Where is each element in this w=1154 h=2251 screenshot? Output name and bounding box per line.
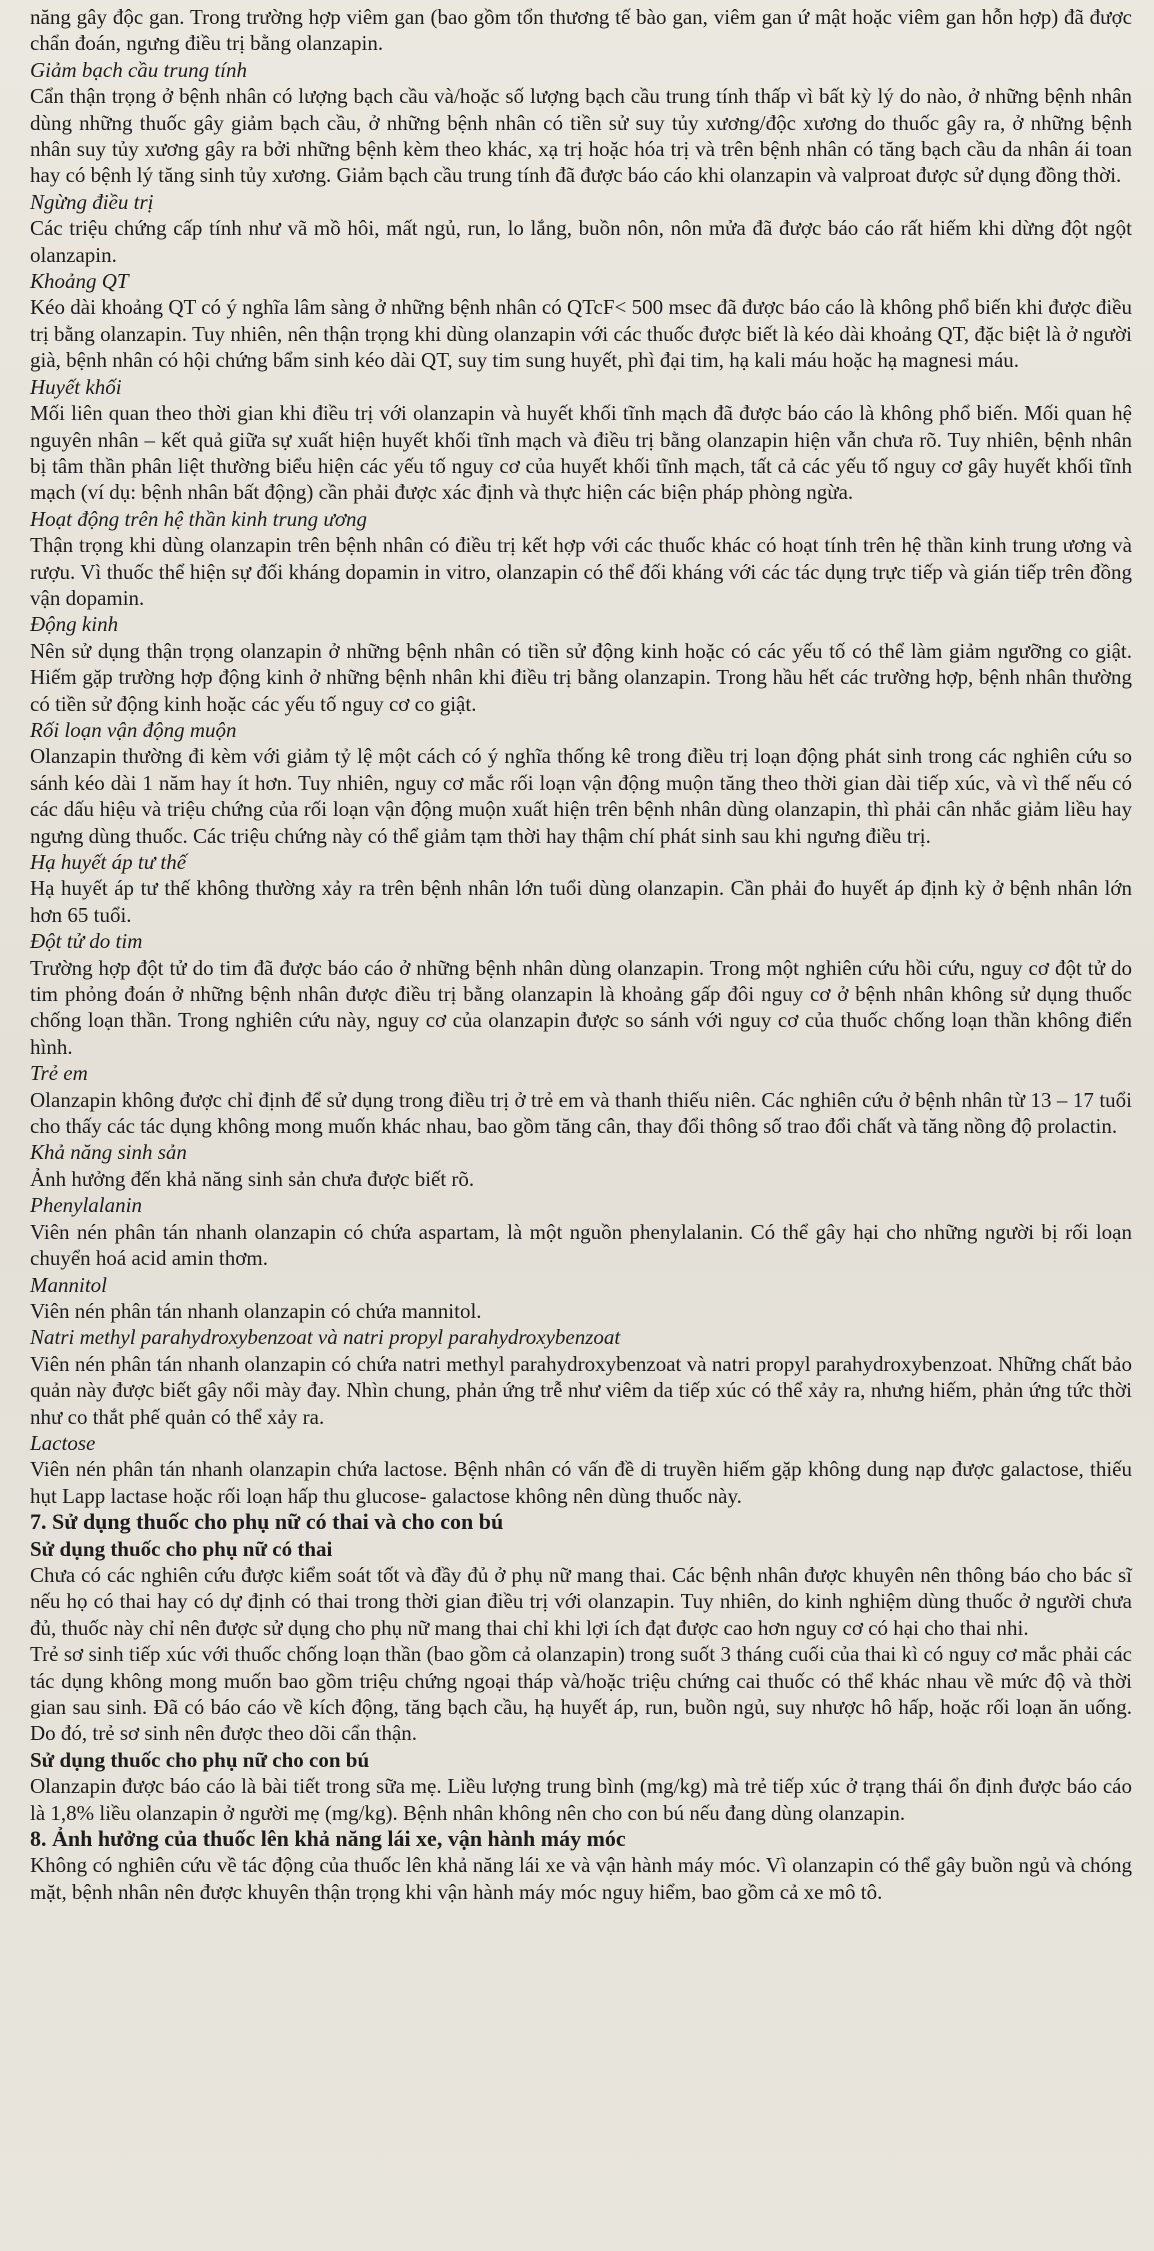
paragraph: Viên nén phân tán nhanh olanzapin có chứa natri methyl parahydroxybenzoat và natri propyl parahydroxybenzoat. Những chất bảo quản này được biết gây nổi mày đay. Nhìn chung, phản ứng trễ như viêm da tiếp xúc có thể xảy ra, nhưng hiếm, phản ứng tức thời như co thắt phế quản có thể xảy ra. [30, 1351, 1132, 1429]
numbered-heading: 7. Sử dụng thuốc cho phụ nữ có thai và cho con bú [30, 1509, 504, 1535]
paragraph: Trẻ sơ sinh tiếp xúc với thuốc chống loạn thần (bao gồm cả olanzapin) trong suốt 3 tháng cuối của thai kì có nguy cơ mắc phải các tác dụng không mong muốn bao gồm triệu chứng ngoại tháp và/hoặc triệu chứng cai thuốc có thể khác nhau về mức độ và thời gian sau sinh. Đã có báo cáo về kích động, tăng bạch cầu, hạ huyết áp, run, buồn ngủ, suy nhược hô hấp, hoặc rối loạn ăn uống. Do đó, trẻ sơ sinh nên được theo dõi cẩn thận. [30, 1642, 1132, 1746]
paragraph: Không có nghiên cứu về tác động của thuốc lên khả năng lái xe và vận hành máy móc. Vì olanzapin có thể gây buồn ngủ và chóng mặt, bệnh nhân nên được khuyên thận trọng khi vận hành máy móc nguy hiểm, bao gồm cả xe mô tô. [30, 1853, 1132, 1904]
paragraph: năng gây độc gan. Trong trường hợp viêm gan (bao gồm tổn thương tế bào gan, viêm gan ứ mật hoặc viêm gan hỗn hợp) đã được chẩn đoán, ngưng điều trị bằng olanzapin. [30, 5, 1132, 56]
paragraph: Olanzapin được báo cáo là bài tiết trong sữa mẹ. Liều lượng trung bình (mg/kg) mà trẻ tiếp xúc ở trạng thái ổn định được báo cáo là 1,8% liều olanzapin ở người mẹ (mg/kg). Bệnh nhân không nên cho con bú nếu đang dùng olanzapin. [30, 1774, 1132, 1825]
section-heading: Ngừng điều trị [30, 189, 154, 214]
section-heading: Khả năng sinh sản [30, 1140, 187, 1165]
numbered-heading: 8. Ảnh hưởng của thuốc lên khả năng lái xe, vận hành máy móc [30, 1826, 626, 1852]
section-heading: Phenylalanin [30, 1193, 142, 1218]
section-heading: Đột tử do tim [30, 929, 143, 954]
paragraph: Thận trọng khi dùng olanzapin trên bệnh nhân có điều trị kết hợp với các thuốc khác có hoạt tính trên hệ thần kinh trung ương và rượu. Vì thuốc thể hiện sự đối kháng dopamin in vitro, olanzapin có thể đối kháng với các tác dụng trực tiếp và gián tiếp trên đồng vận dopamin. [30, 533, 1132, 610]
paragraph: Hạ huyết áp tư thế không thường xảy ra trên bệnh nhân lớn tuổi dùng olanzapin. Cần phải đo huyết áp định kỳ ở bệnh nhân lớn hơn 65 tuổi. [30, 876, 1132, 927]
section-heading: Natri methyl parahydroxybenzoat và natri propyl parahydroxybenzoat [30, 1325, 621, 1350]
paragraph: Viên nén phân tán nhanh olanzapin có chứa mannitol. [30, 1298, 482, 1323]
section-heading: Rối loạn vận động muộn [30, 717, 237, 742]
paragraph: Chưa có các nghiên cứu được kiểm soát tốt và đầy đủ ở phụ nữ mang thai. Các bệnh nhân được khuyên nên thông báo cho bác sĩ nếu họ có thai hay có dự định có thai trong thời gian điều trị với olanzapin. Tuy nhiên, do kinh nghiệm dùng thuốc ở người chưa đủ, thuốc này chỉ nên được sử dụng cho phụ nữ mang thai chỉ khi lợi ích đạt được cao hơn nguy cơ có hại cho thai nhi. [30, 1562, 1132, 1640]
section-heading: Trẻ em [30, 1061, 88, 1086]
paragraph: Kéo dài khoảng QT có ý nghĩa lâm sàng ở những bệnh nhân có QTcF< 500 msec đã được báo cáo là không phổ biến khi được điều trị bằng olanzapin. Tuy nhiên, nên thận trọng khi dùng olanzapin với các thuốc được biết là kéo dài khoảng QT, đặc biệt là ở người già, bệnh nhân có hội chứng bẩm sinh kéo dài QT, suy tim sung huyết, phì đại tim, hạ kali máu hoặc hạ magnesi máu. [30, 295, 1132, 373]
section-heading: Động kinh [30, 612, 119, 637]
paragraph: Olanzapin không được chỉ định để sử dụng trong điều trị ở trẻ em và thanh thiếu niên. Các nghiên cứu ở bệnh nhân từ 13 – 17 tuổi cho thấy các tác dụng không mong muốn khác nhau, bao gồm tăng cân, thay đổi thông số trao đổi chất và tăng nồng độ prolactin. [30, 1087, 1132, 1139]
section-heading: Giảm bạch cầu trung tính [30, 57, 247, 82]
paragraph: Mối liên quan theo thời gian khi điều trị với olanzapin và huyết khối tĩnh mạch đã được báo cáo là không phổ biến. Mối quan hệ nguyên nhân – kết quả giữa sự xuất hiện huyết khối tĩnh mạch và điều trị bằng olanzapin hiện vẫn chưa rõ. Tuy nhiên, bệnh nhân bị tâm thần phân liệt thường biểu hiện các yếu tố nguy cơ của huyết khối tĩnh mạch, tất cả các yếu tố nguy cơ gây huyết khối tĩnh mạch (ví dụ: bệnh nhân bất động) cần phải được xác định và thực hiện các biện pháp phòng ngừa. [30, 401, 1132, 505]
subsection-heading: Sử dụng thuốc cho phụ nữ có thai [30, 1536, 333, 1561]
paragraph: Trường hợp đột tử do tim đã được báo cáo ở những bệnh nhân dùng olanzapin. Trong một nghiên cứu hồi cứu, nguy cơ đột tử do tim phỏng đoán ở những bệnh nhân được điều trị bằng olanzapin là khoảng gấp đôi nguy cơ ở bệnh nhân không sử dụng thuốc chống loạn thần. Trong nghiên cứu này, nguy cơ của olanzapin được so sánh với nguy cơ của thuốc chống loạn thần không điển hình. [30, 955, 1132, 1059]
paragraph: Viên nén phân tán nhanh olanzapin có chứa aspartam, là một nguồn phenylalanin. Có thể gây hại cho những người bị rối loạn chuyển hoá acid amin thơm. [30, 1219, 1132, 1271]
section-heading: Mannitol [30, 1272, 107, 1297]
section-heading: Hạ huyết áp tư thế [30, 850, 187, 874]
paragraph: Viên nén phân tán nhanh olanzapin chứa lactose. Bệnh nhân có vấn đề di truyền hiếm gặp không dung nạp được galactose, thiếu hụt Lapp lactase hoặc rối loạn hấp thu glucose- galactose không nên dùng thuốc này. [30, 1457, 1132, 1508]
subsection-heading: Sử dụng thuốc cho phụ nữ cho con bú [30, 1747, 370, 1772]
paragraph: Olanzapin thường đi kèm với giảm tỷ lệ một cách có ý nghĩa thống kê trong điều trị loạn động phát sinh trong các nghiên cứu so sánh kéo dài 1 năm hay ít hơn. Tuy nhiên, nguy cơ mắc rối loạn vận động muộn tăng theo thời gian dài tiếp xúc, và vì thế nếu có các dấu hiệu và triệu chứng của rối loạn vận động muộn xuất hiện trên bệnh nhân dùng olanzapin, thì phải cân nhắc giảm liều hay ngưng dùng thuốc. Các triệu chứng này có thể giảm tạm thời hay thậm chí phát sinh sau khi ngưng điều trị. [30, 744, 1132, 848]
paragraph: Ảnh hưởng đến khả năng sinh sản chưa được biết rõ. [30, 1166, 475, 1191]
paragraph: Nên sử dụng thận trọng olanzapin ở những bệnh nhân có tiền sử động kinh hoặc có các yếu tố có thể làm giảm ngưỡng co giật. Hiếm gặp trường hợp động kinh ở những bệnh nhân khi điều trị bằng olanzapin. Trong hầu hết các trường hợp, bệnh nhân thường có tiền sử động kinh hoặc các yếu tố nguy cơ co giật. [30, 638, 1132, 716]
paragraph: Cẩn thận trọng ở bệnh nhân có lượng bạch cầu và/hoặc số lượng bạch cầu trung tính thấp vì bất kỳ lý do nào, ở những bệnh nhân dùng những thuốc gây giảm bạch cầu, ở những bệnh nhân có tiền sử suy tủy xương/độc xương do thuốc gây ra, ở những bệnh nhân suy tủy xương gây ra bởi những bệnh kèm theo khác, xạ trị hoặc hóa trị và trên bệnh nhân có tăng bạch cầu da nhân ái toan hay có bệnh lý tăng sinh tủy xương. Giảm bạch cầu trung tính đã được báo cáo khi olanzapin và valproat được sử dụng đồng thời. [30, 84, 1132, 188]
section-heading: Khoảng QT [30, 269, 129, 294]
section-heading: Lactose [30, 1430, 96, 1455]
section-heading: Huyết khối [30, 374, 122, 399]
paragraph: Các triệu chứng cấp tính như vã mồ hôi, mất ngủ, run, lo lắng, buồn nôn, nôn mửa đã được báo cáo rất hiếm khi dừng đột ngột olanzapin. [30, 216, 1132, 267]
section-heading: Hoạt động trên hệ thần kinh trung ương [30, 506, 368, 531]
